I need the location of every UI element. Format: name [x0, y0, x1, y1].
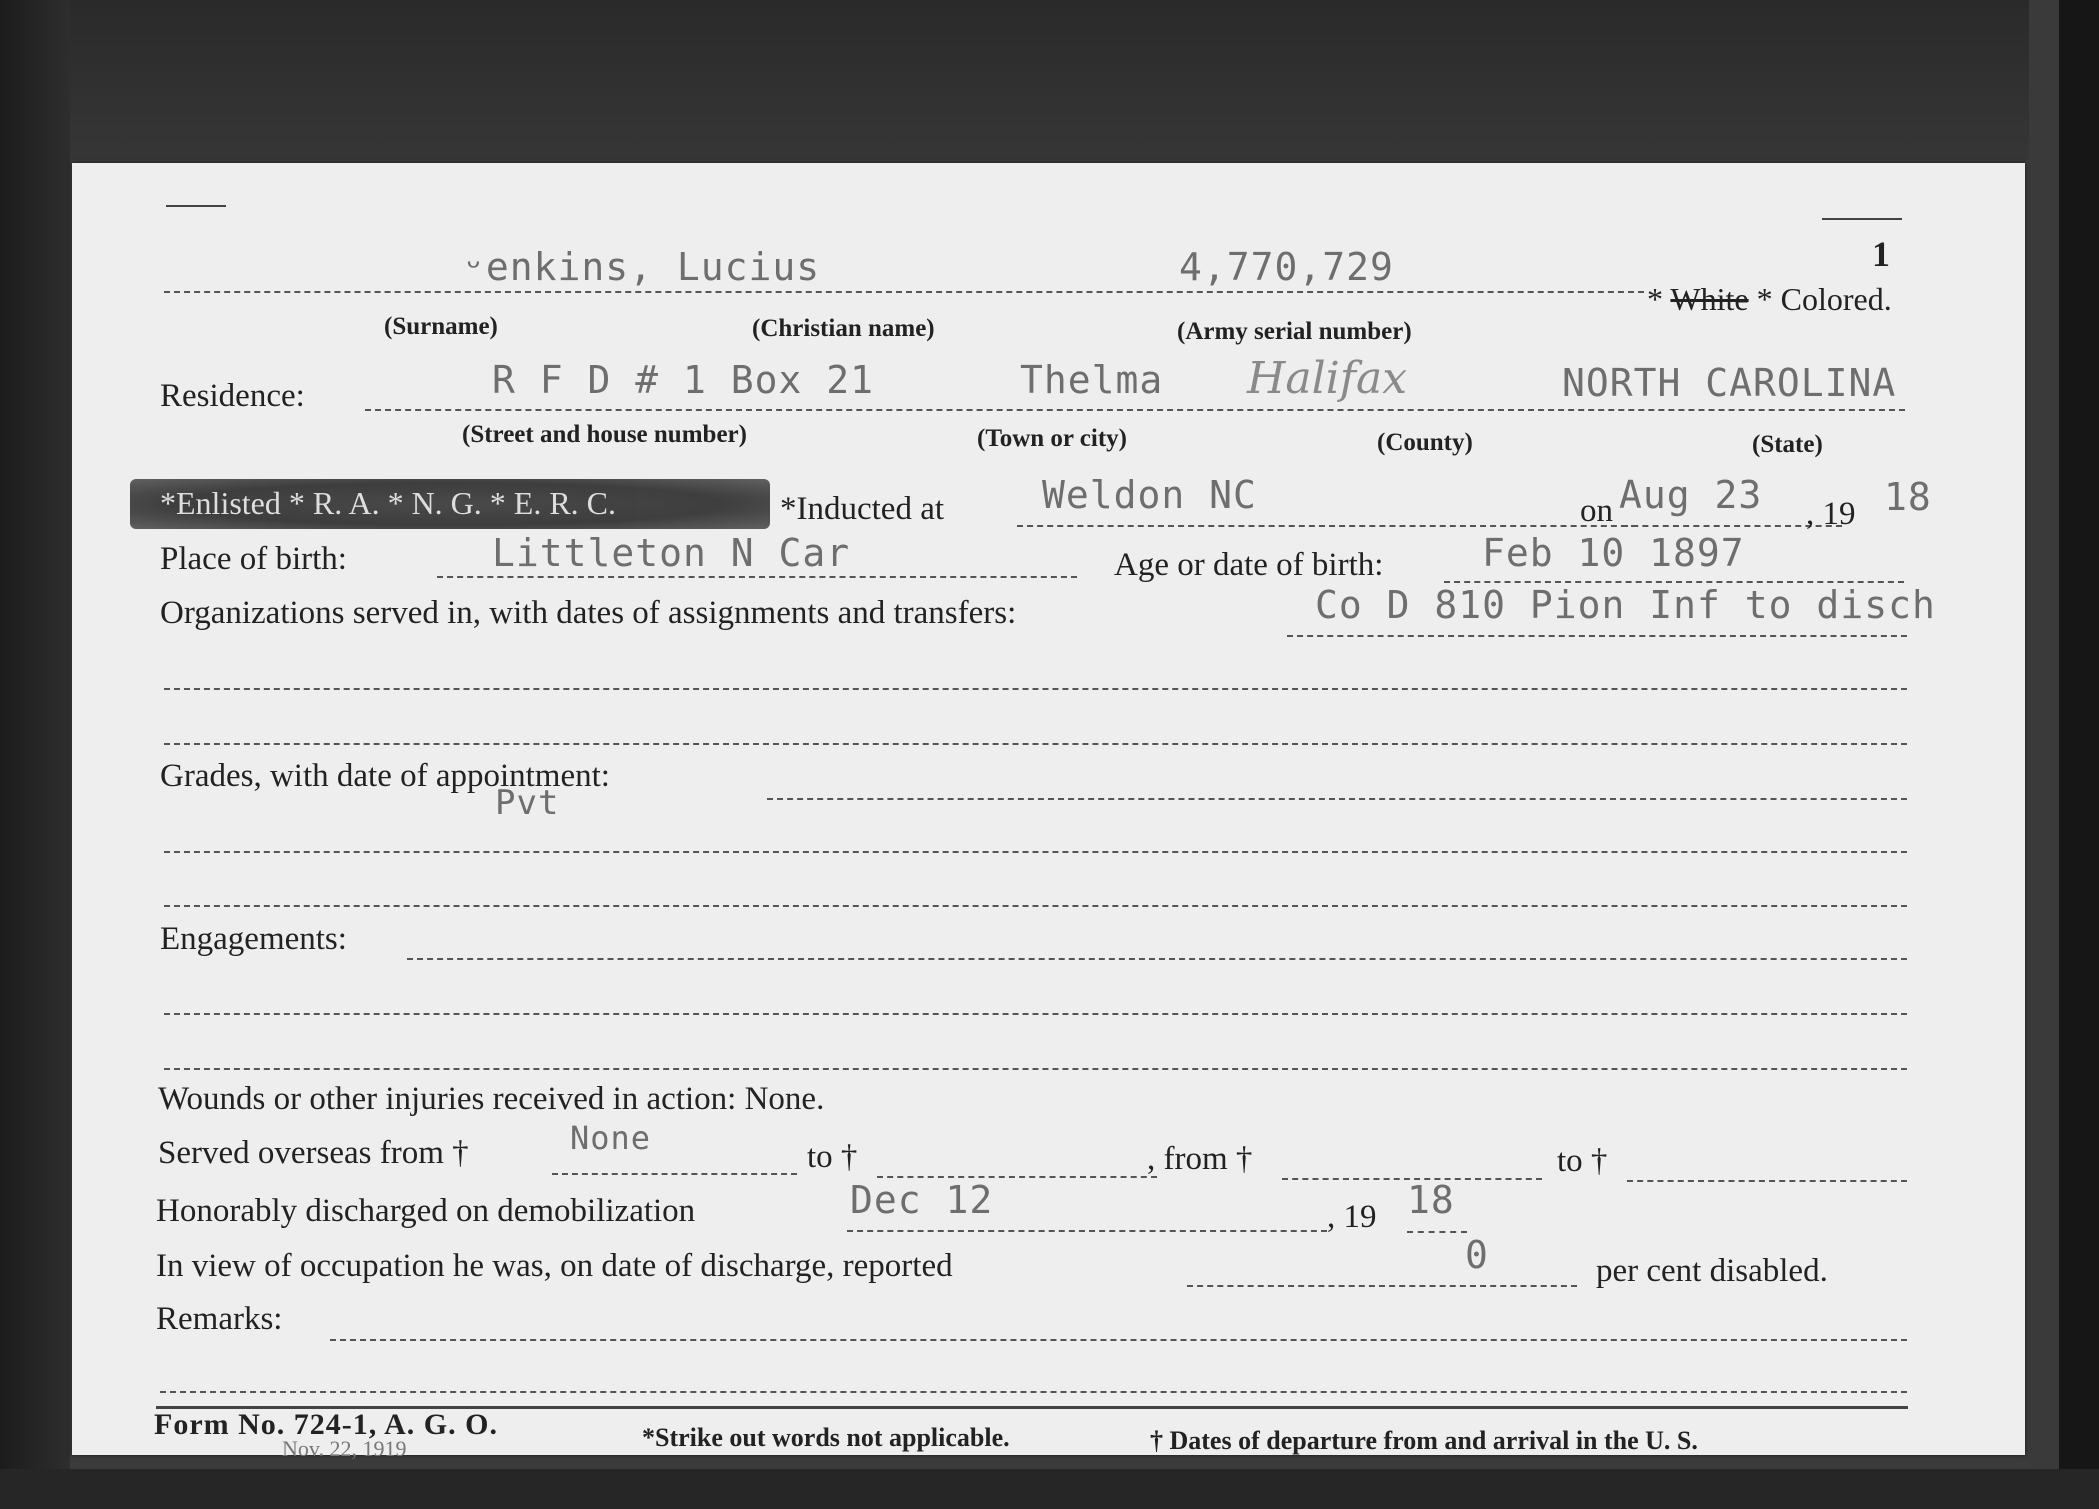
organizations-label: Organizations served in, with dates of assignments and transfers:: [160, 595, 1017, 631]
discharge-year-line: [1407, 1231, 1467, 1233]
remarks-line-1: [330, 1339, 1907, 1341]
residence-county: Halifax: [1247, 353, 1408, 404]
inducted-year-prefix: , 19: [1806, 496, 1856, 532]
discharge-year: 18: [1407, 1178, 1455, 1222]
name-value: ᵕenkins, Lucius: [462, 245, 821, 289]
grades-line-2: [164, 851, 1907, 853]
overseas-to2-line: [1627, 1180, 1907, 1182]
race-options: [1647, 281, 1892, 318]
place-of-birth-value: Littleton N Car: [492, 531, 851, 575]
age-label: Age or date of birth:: [1114, 547, 1384, 583]
disability-suffix: per cent disabled.: [1596, 1253, 1828, 1289]
wounds-label: Wounds or other injuries received in action: None.: [158, 1081, 825, 1117]
background-top: [0, 0, 2099, 160]
inducted-year: 18: [1884, 475, 1932, 519]
grades-value: Pvt: [495, 783, 560, 823]
background-bottom: [0, 1469, 2099, 1509]
disability-label: In view of occupation he was, on date of discharge, reported: [156, 1248, 953, 1284]
overseas-to-label: to †: [807, 1139, 858, 1175]
serial-number-value: 4,770,729: [1179, 245, 1394, 289]
discharge-year-prefix: , 19: [1327, 1199, 1377, 1235]
inducted-on-label: on: [1580, 493, 1613, 529]
organizations-line-1: [1287, 635, 1907, 637]
residence-line: [365, 409, 1905, 411]
residence-town: Thelma: [1020, 358, 1164, 402]
overseas-label: Served overseas from †: [158, 1135, 469, 1171]
discharge-label: Honorably discharged on demobilization: [156, 1193, 696, 1229]
county-label: (County): [1377, 429, 1473, 456]
inducted-at-value: Weldon NC: [1042, 473, 1257, 517]
town-label: (Town or city): [977, 425, 1127, 452]
overseas-value: None: [570, 1119, 652, 1157]
race-white: White: [1670, 281, 1749, 317]
street-label: (Street and house number): [462, 421, 747, 448]
disability-line: [1187, 1285, 1577, 1287]
place-of-birth-label: Place of birth:: [160, 541, 347, 577]
inducted-at-line: [1017, 525, 1637, 527]
strike-out-note: *Strike out words not applicable.: [642, 1423, 1010, 1452]
place-of-birth-line: [437, 576, 1077, 578]
christian-name-label: (Christian name): [752, 315, 935, 342]
birth-date: Feb 10 1897: [1482, 531, 1745, 575]
race-star: *: [1647, 281, 1671, 317]
card-number: 1: [1872, 234, 1890, 274]
background-left: [0, 0, 70, 1509]
form-date: Nov. 22, 1919: [282, 1436, 407, 1461]
name-line: [164, 291, 1644, 293]
inducted-at-label: *Inducted at: [780, 491, 945, 527]
engagements-line-1: [407, 958, 1907, 960]
corner-mark-right: [1822, 218, 1902, 220]
corner-mark-left: [166, 205, 226, 207]
remarks-line-2: [160, 1391, 1907, 1393]
organizations-line-2: [164, 688, 1907, 690]
background-right: [2059, 0, 2099, 1509]
grades-line-1: [767, 798, 1907, 800]
race-colored: * Colored.: [1756, 281, 1892, 317]
enlisted-options: *Enlisted * R. A. * N. G. * E. R. C.: [160, 485, 617, 521]
serial-number-label: (Army serial number): [1177, 318, 1412, 345]
engagements-line-2: [164, 1013, 1907, 1015]
form-number: Form No. 724-1, A. G. O.: [154, 1408, 498, 1441]
inducted-date: Aug 23: [1619, 473, 1763, 517]
organizations-line-3: [164, 743, 1907, 745]
overseas-to2-label: to †: [1557, 1143, 1608, 1179]
residence-street: R F D # 1 Box 21: [492, 358, 875, 402]
residence-state: NORTH CAROLINA: [1562, 361, 1897, 405]
discharge-date: Dec 12: [850, 1178, 994, 1222]
engagements-line-3: [164, 1068, 1907, 1070]
overseas-from2-label: , from †: [1147, 1141, 1253, 1177]
surname-label: (Surname): [384, 313, 498, 340]
state-label: (State): [1752, 431, 1823, 458]
dates-note: † Dates of departure from and arrival in the U. S.: [1150, 1426, 1698, 1455]
discharge-date-line: [847, 1230, 1327, 1232]
grades-label: Grades, with date of appointment:: [160, 758, 610, 794]
remarks-label: Remarks:: [156, 1301, 283, 1337]
organizations-value: Co D 810 Pion Inf to disch: [1315, 583, 1936, 627]
engagements-label: Engagements:: [160, 921, 347, 957]
grades-line-3: [164, 905, 1907, 907]
redacted-enlistment-block: [130, 479, 770, 529]
overseas-from-line: [552, 1173, 797, 1175]
disability-value: 0: [1465, 1233, 1489, 1277]
residence-label: Residence:: [160, 378, 305, 414]
service-record-card: [72, 163, 2025, 1461]
background-right-inner: [2029, 0, 2059, 1509]
